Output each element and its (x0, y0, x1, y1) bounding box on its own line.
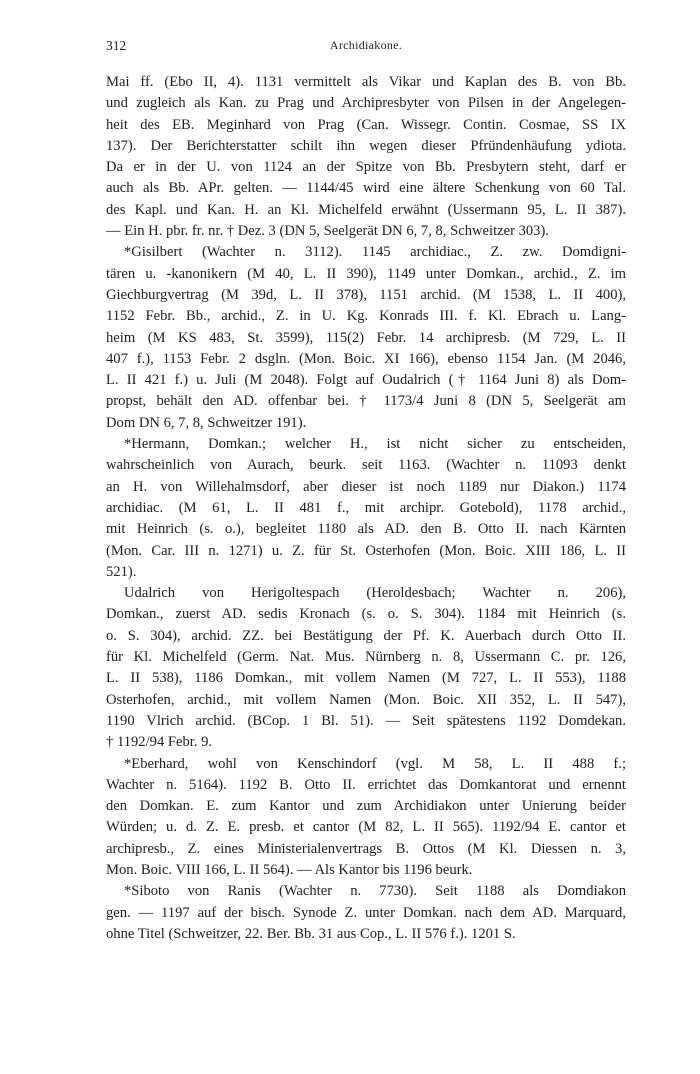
text-line: Giechburgvertrag (M 39d, L. II 378), 1151 archid. (M 1538, L. II 400), (106, 286, 626, 303)
text-line: Da er in der U. von 1124 an der Spitze von Bb. Presbytern steht, darf er (106, 159, 626, 176)
text-line: ohne Titel (Schweitzer, 22. Ber. Bb. 31 aus Cop., L. II 576 f.). 1201 S. (106, 925, 516, 942)
text-line: heim (M KS 483, St. 3599), 115(2) Febr. 14 archipresb. (M 729, L. II (106, 329, 626, 346)
text-line: L. II 421 f.) u. Juli (M 2048). Folgt auf Oudalrich († 1164 Juni 8) als Dom- (106, 372, 626, 389)
text-line: *Eberhard, wohl von Kenschindorf (vgl. M 58, L. II 488 f.; (124, 755, 626, 772)
text-line: — Ein H. pbr. fr. nr. † Dez. 3 (DN 5, Seelgerät DN 6, 7, 8, Schweitzer 303). (106, 223, 549, 240)
book-page (106, 38, 626, 945)
running-head (106, 38, 626, 58)
paragraph (106, 72, 626, 242)
paragraph (106, 242, 626, 434)
paragraph (106, 754, 626, 882)
text-line: 521). (106, 563, 137, 580)
text-line: Domkan., zuerst AD. sedis Kronach (s. o. S. 304). 1184 mit Heinrich (s. (106, 606, 626, 623)
text-line: archidiac. (M 61, L. II 481 f., mit archipr. Gotebold), 1178 archid., (106, 499, 626, 516)
paragraph (106, 583, 626, 753)
text-line: 1190 Vlrich archid. (BCop. 1 Bl. 51). — Seit spätestens 1192 Domdekan. (106, 712, 626, 729)
paragraph (106, 881, 626, 945)
text-line: *Gisilbert (Wachter n. 3112). 1145 archidiac., Z. zw. Domdigni- (124, 244, 626, 261)
text-line: auch als Bb. APr. gelten. — 1144/45 wird eine ältere Schenkung von 60 Tal. (106, 180, 626, 197)
text-line: 137). Der Berichterstatter schilt ihn wegen dieser Pfründenhäufung ydiota. (106, 137, 626, 154)
page-number: 312 (106, 38, 127, 53)
text-line: Osterhofen, archid., mit vollem Namen (Mon. Boic. XII 352, L. II 547), (106, 691, 626, 708)
text-line: wahrscheinlich von Aurach, beurk. seit 1163. (Wachter n. 11093 denkt (106, 457, 626, 474)
text-line: tären u. -kanonikern (M 40, L. II 390), 1149 unter Domkan., archid., Z. im (106, 265, 626, 282)
body-text (106, 72, 626, 945)
text-line: an H. von Willehalmsdorf, aber dieser ist noch 1189 nur Diakon.) 1174 (106, 478, 626, 495)
text-line: Mai ff. (Ebo II, 4). 1131 vermittelt als Vikar und Kaplan des B. von Bb. (106, 74, 626, 90)
text-line: für Kl. Michelfeld (Germ. Nat. Mus. Nürnberg n. 8, Ussermann C. pr. 126, (106, 649, 626, 666)
text-line: des Kapl. und Kan. H. an Kl. Michelfeld erwähnt (Ussermann 95, L. II 387). (106, 201, 626, 218)
text-line: 407 f.), 1153 Febr. 2 dsgln. (Mon. Boic. XI 166), ebenso 1154 Jan. (M 2046, (106, 350, 626, 367)
text-line: heit des EB. Meginhard von Prag (Can. Wissegr. Contin. Cosmae, SS IX (106, 116, 626, 133)
running-title: Archidiakone. (329, 38, 403, 52)
paragraph (106, 434, 626, 583)
text-line: Udalrich von Herigoltespach (Heroldesbach; Wachter n. 206), (124, 585, 626, 602)
text-line: gen. — 1197 auf der bisch. Synode Z. unter Domkan. nach dem AD. Marquard, (106, 904, 626, 921)
text-line: L. II 538), 1186 Domkan., mit vollem Namen (M 727, L. II 553), 1188 (106, 670, 626, 687)
text-line: den Domkan. E. zum Kantor und zum Archidiakon unter Unierung beider (106, 798, 626, 815)
text-line: *Siboto von Ranis (Wachter n. 7730). Seit 1188 als Domdiakon (124, 883, 626, 900)
text-line: o. S. 304), archid. ZZ. bei Bestätigung der Pf. K. Auerbach durch Otto II. (106, 627, 626, 644)
text-line: mit Heinrich (s. o.), begleitet 1180 als AD. den B. Otto II. nach Kärnten (106, 521, 626, 538)
text-line: Würden; u. d. Z. E. presb. et cantor (M 82, L. II 565). 1192/94 E. cantor et (106, 819, 626, 836)
text-line: propst, behält den AD. offenbar bei. † 1173/4 Juni 8 (DN 5, Seelgerät am (106, 393, 626, 410)
text-line: † 1192/94 Febr. 9. (106, 734, 213, 751)
text-line: (Mon. Car. III n. 1271) u. Z. für St. Osterhofen (Mon. Boic. XIII 186, L. II (106, 542, 626, 559)
text-line: Dom DN 6, 7, 8, Schweitzer 191). (106, 414, 307, 431)
text-line: archipresb., Z. eines Ministerialenvertrags B. Ottos (M Kl. Diessen n. 3, (106, 840, 626, 857)
text-line: Wachter n. 5164). 1192 B. Otto II. errichtet das Domkantorat und ernennt (106, 776, 626, 793)
text-line: und zugleich als Kan. zu Prag und Archipresbyter von Pilsen in der Angelegen- (106, 95, 626, 112)
text-line: *Hermann, Domkan.; welcher H., ist nicht sicher zu entscheiden, (124, 436, 626, 453)
text-line: Mon. Boic. VIII 166, L. II 564). — Als Kantor bis 1196 beurk. (106, 861, 473, 878)
text-line: 1152 Febr. Bb., archid., Z. in U. Kg. Konrads III. f. Kl. Ebrach u. Lang- (106, 308, 626, 325)
